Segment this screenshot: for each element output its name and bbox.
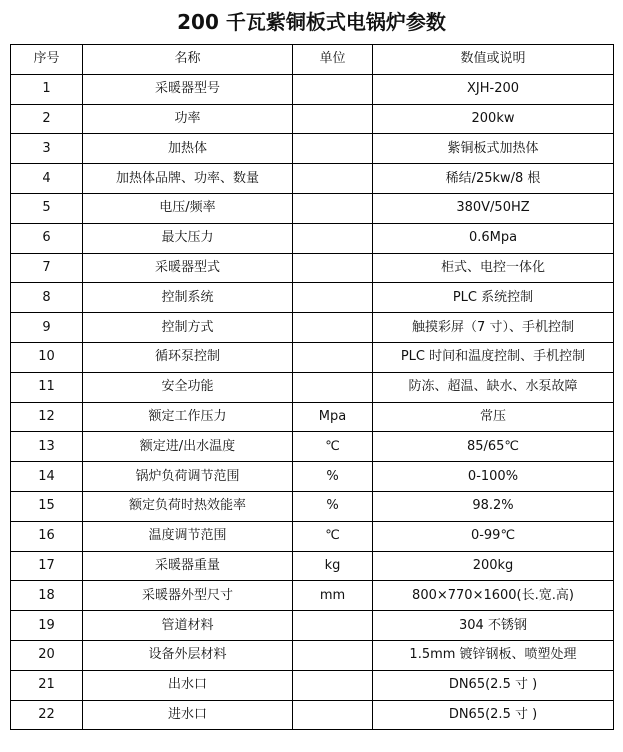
cell-unit [293, 134, 373, 164]
table-row [11, 74, 614, 104]
cell-unit [293, 313, 373, 343]
cell-unit: % [293, 462, 373, 492]
table-row [11, 372, 614, 402]
cell-index: 1 [11, 74, 83, 104]
cell-value: PLC 系统控制 [373, 283, 614, 313]
cell-name: 出水口 [83, 670, 293, 700]
cell-index: 19 [11, 611, 83, 641]
header-unit: 单位 [293, 45, 373, 75]
cell-value: 800×770×1600(长.宽.高) [373, 581, 614, 611]
table-row [11, 283, 614, 313]
cell-name: 管道材料 [83, 611, 293, 641]
cell-unit: ℃ [293, 521, 373, 551]
cell-value: 0-100% [373, 462, 614, 492]
table-row [11, 551, 614, 581]
cell-index: 14 [11, 462, 83, 492]
table-row [11, 521, 614, 551]
cell-index: 8 [11, 283, 83, 313]
cell-name: 采暖器型号 [83, 74, 293, 104]
cell-name: 控制系统 [83, 283, 293, 313]
cell-unit [293, 74, 373, 104]
cell-name: 锅炉负荷调节范围 [83, 462, 293, 492]
cell-name: 采暖器外型尺寸 [83, 581, 293, 611]
cell-index: 6 [11, 223, 83, 253]
cell-index: 11 [11, 372, 83, 402]
cell-value: 1.5mm 镀锌钢板、喷塑处理 [373, 640, 614, 670]
cell-index: 3 [11, 134, 83, 164]
cell-value: 稀结/25kw/8 根 [373, 164, 614, 194]
table-row [11, 193, 614, 223]
table-row [11, 670, 614, 700]
cell-index: 5 [11, 193, 83, 223]
cell-index: 13 [11, 432, 83, 462]
document-title: 200 千瓦紫铜板式电锅炉参数 [177, 10, 446, 34]
cell-name: 采暖器重量 [83, 551, 293, 581]
table-row [11, 611, 614, 641]
cell-unit [293, 611, 373, 641]
cell-value: 0-99℃ [373, 521, 614, 551]
cell-value: PLC 时间和温度控制、手机控制 [373, 342, 614, 372]
cell-unit [293, 640, 373, 670]
cell-unit [293, 223, 373, 253]
cell-name: 控制方式 [83, 313, 293, 343]
cell-unit [293, 283, 373, 313]
cell-index: 20 [11, 640, 83, 670]
cell-index: 16 [11, 521, 83, 551]
parameter-table [10, 44, 614, 730]
header-value: 数值或说明 [373, 45, 614, 75]
cell-name: 最大压力 [83, 223, 293, 253]
cell-value: 304 不锈钢 [373, 611, 614, 641]
cell-value: 常压 [373, 402, 614, 432]
cell-unit [293, 164, 373, 194]
table-row [11, 134, 614, 164]
cell-name: 额定工作压力 [83, 402, 293, 432]
cell-index: 9 [11, 313, 83, 343]
cell-index: 21 [11, 670, 83, 700]
cell-value: DN65(2.5 寸 ) [373, 670, 614, 700]
table-row [11, 164, 614, 194]
cell-value: XJH-200 [373, 74, 614, 104]
table-row [11, 432, 614, 462]
cell-index: 4 [11, 164, 83, 194]
cell-index: 17 [11, 551, 83, 581]
cell-unit: ℃ [293, 432, 373, 462]
cell-unit [293, 104, 373, 134]
cell-name: 功率 [83, 104, 293, 134]
cell-name: 电压/频率 [83, 193, 293, 223]
cell-index: 22 [11, 700, 83, 730]
cell-value: 防冻、超温、缺水、水泵故障 [373, 372, 614, 402]
cell-index: 10 [11, 342, 83, 372]
table-row [11, 462, 614, 492]
cell-name: 加热体品牌、功率、数量 [83, 164, 293, 194]
cell-unit [293, 670, 373, 700]
table-row [11, 342, 614, 372]
cell-unit [293, 342, 373, 372]
cell-unit: kg [293, 551, 373, 581]
cell-index: 15 [11, 491, 83, 521]
table-row [11, 402, 614, 432]
cell-unit [293, 193, 373, 223]
cell-index: 7 [11, 253, 83, 283]
cell-name: 设备外层材料 [83, 640, 293, 670]
table-row [11, 640, 614, 670]
cell-value: DN65(2.5 寸 ) [373, 700, 614, 730]
cell-value: 触摸彩屏（7 寸）、手机控制 [373, 313, 614, 343]
table-row [11, 700, 614, 730]
cell-value: 紫铜板式加热体 [373, 134, 614, 164]
cell-value: 85/65℃ [373, 432, 614, 462]
table-row [11, 223, 614, 253]
cell-name: 循环泵控制 [83, 342, 293, 372]
table-row [11, 313, 614, 343]
cell-unit: % [293, 491, 373, 521]
table-row [11, 104, 614, 134]
header-name: 名称 [83, 45, 293, 75]
table-header-row [11, 45, 614, 75]
cell-value: 0.6Mpa [373, 223, 614, 253]
table-row [11, 491, 614, 521]
header-index: 序号 [11, 45, 83, 75]
cell-value: 380V/50HZ [373, 193, 614, 223]
cell-name: 额定负荷时热效能率 [83, 491, 293, 521]
cell-value: 200kw [373, 104, 614, 134]
cell-index: 2 [11, 104, 83, 134]
cell-value: 98.2% [373, 491, 614, 521]
cell-index: 18 [11, 581, 83, 611]
cell-name: 采暖器型式 [83, 253, 293, 283]
cell-unit: Mpa [293, 402, 373, 432]
cell-name: 加热体 [83, 134, 293, 164]
table-row [11, 581, 614, 611]
cell-name: 安全功能 [83, 372, 293, 402]
cell-name: 进水口 [83, 700, 293, 730]
cell-unit: mm [293, 581, 373, 611]
cell-index: 12 [11, 402, 83, 432]
cell-name: 额定进/出水温度 [83, 432, 293, 462]
cell-value: 200kg [373, 551, 614, 581]
table-row [11, 253, 614, 283]
cell-name: 温度调节范围 [83, 521, 293, 551]
cell-value: 柜式、电控一体化 [373, 253, 614, 283]
cell-unit [293, 372, 373, 402]
cell-unit [293, 253, 373, 283]
cell-unit [293, 700, 373, 730]
